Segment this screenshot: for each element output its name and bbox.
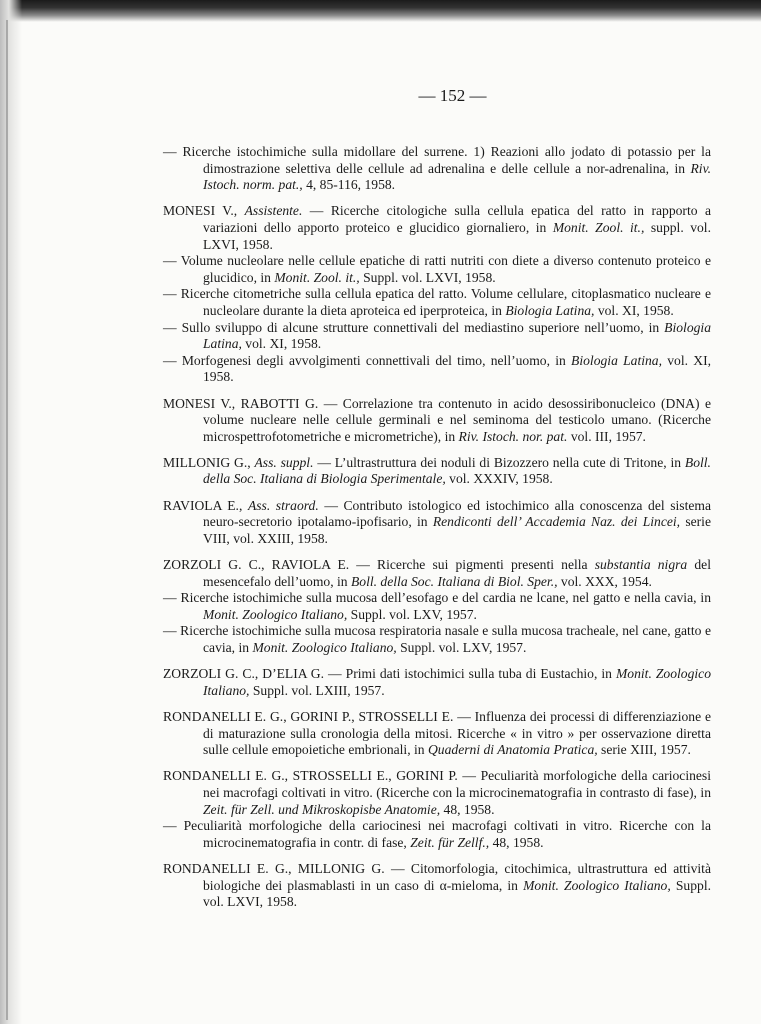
citation-source: Biologia Latina, (203, 319, 711, 352)
citation-source: Monit. Zoologico Italiano, (203, 606, 348, 622)
bibliography-group (163, 203, 711, 386)
citation-source: Ass. straord. (247, 497, 319, 513)
citation-text: serie XIII, 1957. (597, 742, 691, 758)
bibliography-group (163, 861, 711, 911)
bibliography-entry (163, 320, 711, 353)
scan-border-left (0, 0, 22, 1024)
citation-text: Suppl. vol. LXV, 1957. (347, 606, 477, 622)
citation-source: Rendiconti dell’ Accademia Naz. dei Lincei, (432, 514, 681, 530)
citation-text: MONESI V., (163, 203, 245, 219)
citation-source: Riv. Istoch. nor. pat. (458, 428, 568, 444)
citation-text: RAVIOLA E., (163, 497, 248, 513)
citation-text: — Ricerche citologiche sulla cellula epatica del ratto in rapporto a variazioni dello apporto proteico e glucidico giornaliero, in (203, 203, 711, 235)
citation-source: Biologia Latina, (505, 302, 595, 318)
citation-text: vol. XI, 1958. (594, 302, 674, 318)
bibliography-entry (163, 455, 711, 488)
citation-text: vol. XI, 1958. (203, 352, 711, 385)
bibliography-entry (163, 557, 711, 590)
citation-text: serie VIII, vol. XXIII, 1958. (203, 514, 711, 546)
bibliography-group (163, 768, 711, 851)
bibliography-group (163, 557, 711, 657)
citation-text: Suppl. vol. LXV, 1957. (396, 640, 527, 655)
page-number: — 152 — (418, 86, 487, 105)
citation-source: Quaderni di Anatomia Pratica, (427, 742, 598, 758)
bibliography-entry (163, 203, 711, 253)
citation-source: Monit. Zoologico Italiano, (252, 640, 397, 655)
bibliography-entry (163, 253, 711, 286)
citation-source: Monit. Zoologico Italiano, (203, 666, 711, 698)
bibliography-entry (163, 861, 711, 911)
bibliography-group (163, 396, 711, 446)
citation-source: substantia nigra (594, 557, 688, 573)
citation-source: Monit. Zool. it., (552, 219, 645, 235)
citation-source: Riv. Istoch. norm. pat., (203, 160, 711, 193)
citation-text: Suppl. vol. LXIII, 1957. (249, 682, 385, 698)
citation-text: suppl. vol. LXVI, 1958. (203, 219, 711, 252)
bibliography-group (163, 666, 711, 699)
bibliography-group (163, 498, 711, 548)
citation-text: del mesencefalo dell’uomo, in (203, 557, 711, 589)
citation-text: — L’ultrastruttura dei noduli di Bizozzero nella cute di Tritone, in (313, 454, 685, 470)
citation-text: — Ricerche istochimiche sulla mucosa dell’esofago e del cardia ne lcane, nel gatto e nella cavia, in (163, 590, 711, 606)
bibliography-group (163, 455, 711, 488)
citation-text: RONDANELLI E. G., STROSSELLI E., GORINI P. — Peculiarità morfologiche della cariocinesi nei macrofagi coltivati in vitro. (Ricerche con la microcinematografia in contrasto di fase), in (163, 768, 711, 800)
citation-text: — Ricerche istochimiche sulla midollare del surrene. 1) Reazioni allo jodato di potassio per la dimostrazione selettiva delle cellule ad adrenalina e delle cellule a nor-adrenalina, in (163, 144, 711, 176)
bibliography-entry (163, 709, 711, 759)
citation-text: MONESI V., RABOTTI G. — Correlazione tra contenuto in acido desossiribonucleico (DNA) e volume nucleare nelle cellule germinali e nel seminoma del testicolo umano. (Ricerche microspettrofotometriche e micrometriche), in (163, 395, 711, 444)
citation-source: Zeit. für Zellf., (410, 834, 490, 850)
citation-text: — Volume nucleolare nelle cellule epatiche di ratti nutriti con diete a diverso contenuto proteico e glucidico, in (163, 253, 711, 285)
citation-source: Boll. della Soc. Italiana di Biologia Sperimentale, (203, 454, 711, 487)
bibliography-entry (163, 768, 711, 818)
bibliography-group (163, 709, 711, 759)
citation-text: 48, 1958. (440, 801, 495, 817)
citation-text: vol. XI, 1958. (241, 336, 322, 352)
citation-text: — Ricerche istochimiche sulla mucosa respiratoria nasale e sulla mucosa tracheale, nel cane, gatto e cavia, in (163, 623, 711, 655)
citation-text: MILLONIG G., (163, 454, 255, 470)
bibliography-entry (163, 286, 711, 319)
citation-text: — Contributo istologico ed istochimico alla conoscenza del sistema neuro-secretorio ipotalamo-ipofisario, in (203, 497, 711, 530)
citation-text: vol. XXXIV, 1958. (445, 471, 553, 487)
citation-source: Monit. Zool. it., (274, 269, 360, 285)
citation-text: — Morfogenesi degli avvolgimenti connettivali del timo, nell’uomo, in (163, 352, 572, 368)
bibliography-entry (163, 590, 711, 623)
bibliography-list (163, 144, 711, 920)
citation-source: Biologia Latina, (571, 352, 663, 368)
citation-text: Suppl. vol. LXVI, 1958. (203, 877, 711, 910)
citation-text: — Peculiarità morfologiche della cariocinesi nei macrofagi coltivati in vitro. Ricerche con la microcinematografia in contr. di fase, (163, 818, 711, 850)
bibliography-entry (163, 666, 711, 699)
citation-source: Ass. suppl. (254, 454, 314, 470)
citation-source: Assistente. (244, 203, 303, 219)
citation-source: Zeit. für Zell. und Mikroskopisbe Anatomie, (203, 801, 441, 817)
citation-text: — Ricerche citometriche sulla cellula epatica del ratto. Volume cellulare, citoplasmatico nucleare e nucleolare durante la dieta aproteica ed iperproteica, in (163, 286, 711, 318)
citation-text: ZORZOLI G. C., RAVIOLA E. — Ricerche sui pigmenti presenti nella (163, 557, 595, 573)
bibliography-entry (163, 144, 711, 194)
citation-text: 48, 1958. (489, 834, 544, 850)
citation-text: 4, 85-116, 1958. (302, 177, 396, 193)
bibliography-entry (163, 818, 711, 851)
citation-text: vol. XXX, 1954. (557, 573, 652, 589)
citation-text: RONDANELLI E. G., GORINI P., STROSSELLI E. — Influenza dei processi di differenziazione e di maturazione sulla cronologia della mitosi. Ricerche « in vitro » per osservazione diretta sulle cellule emopoietiche embrionali, in (163, 708, 711, 758)
scan-border-top (0, 0, 761, 22)
citation-text: Suppl. vol. LXVI, 1958. (359, 269, 496, 285)
bibliography-entry (163, 396, 711, 446)
citation-source: Monit. Zoologico Italiano, (523, 877, 671, 893)
citation-text: RONDANELLI E. G., MILLONIG G. — Citomorfologia, citochimica, ultrastruttura ed attività biologiche dei plasmablasti in un caso di α-mieloma, in (163, 860, 711, 893)
citation-text: ZORZOLI G. C., D’ELIA G. — Primi dati istochimici sulla tuba di Eustachio, in (163, 666, 616, 682)
citation-text: vol. III, 1957. (567, 428, 646, 444)
citation-source: Boll. della Soc. Italiana di Biol. Sper., (350, 573, 558, 589)
bibliography-entry (163, 498, 711, 548)
bibliography-entry (163, 623, 711, 656)
bibliography-entry (163, 353, 711, 386)
bibliography-group (163, 144, 711, 194)
citation-text: — Sullo sviluppo di alcune strutture connettivali del mediastino superiore nell’uomo, in (163, 319, 665, 335)
